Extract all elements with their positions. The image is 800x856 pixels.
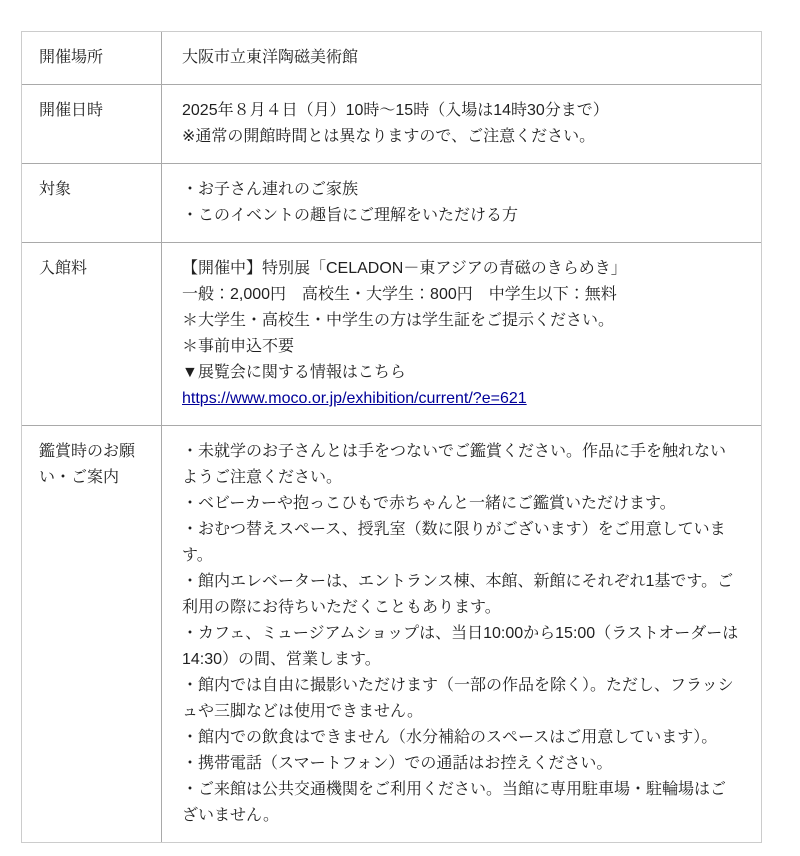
text-line: ＊大学生・高校生・中学生の方は学生証をご提示ください。: [182, 312, 615, 329]
row-content: [162, 426, 761, 842]
text-line: ・館内エレベーターは、エントランス棟、本館、新館にそれぞれ1基です。ご利用の際にお待ちいただくこともあります。: [182, 573, 734, 616]
row-content: [162, 32, 761, 84]
text-line: ▼展覧会に関する情報はこちら: [182, 364, 406, 381]
text-line: ・未就学のお子さんとは手をつないでご鑑賞ください。作品に手を触れないようご注意ください。: [182, 443, 727, 486]
row-label: 鑑賞時のお願い・ご案内: [22, 426, 162, 842]
link-line: [182, 386, 739, 412]
table-row: [22, 32, 761, 85]
text-line: 一般：2,000円 高校生・大学生：800円 中学生以下：無料: [182, 286, 617, 303]
table-row: [22, 164, 761, 243]
row-label: 対象: [22, 164, 162, 242]
text-line: ・このイベントの趣旨にご理解をいただける方: [182, 207, 519, 224]
row-label: 開催場所: [22, 32, 162, 84]
text-line: ・ベビーカーや抱っこひもで赤ちゃんと一緒にご鑑賞いただけます。: [182, 495, 676, 512]
row-content: [162, 243, 761, 425]
text-line: ・館内での飲食はできません（水分補給のスペースはご用意しています）。: [182, 729, 718, 746]
table-row: [22, 426, 761, 842]
text-line: 2025年８月４日（月）10時～15時（入場は14時30分まで）: [182, 102, 609, 119]
row-content: [162, 85, 761, 163]
event-info-table: [21, 31, 762, 843]
text-line: 【開催中】特別展「CELADON－東アジアの青磁のきらめき」: [182, 260, 627, 277]
table-row: [22, 85, 761, 164]
text-line: 大阪市立東洋陶磁美術館: [182, 49, 359, 66]
row-label: 入館料: [22, 243, 162, 425]
text-line: ・ご来館は公共交通機関をご利用ください。当館に専用駐車場・駐輪場はございません。: [182, 781, 727, 824]
row-content: [162, 164, 761, 242]
text-line: ・カフェ、ミュージアムショップは、当日10:00から15:00（ラストオーダーは14:30）の間、営業します。: [182, 625, 739, 668]
text-line: ※通常の開館時間とは異なりますので、ご注意ください。: [182, 128, 596, 145]
exhibition-info-link[interactable]: https://www.moco.or.jp/exhibition/current/?e=621: [182, 390, 527, 407]
text-line: ・おむつ替えスペース、授乳室（数に限りがございます）をご用意しています。: [182, 521, 726, 564]
table-row: [22, 243, 761, 426]
text-line: ・館内では自由に撮影いただけます（一部の作品を除く）。ただし、フラッシュや三脚などは使用できません。: [182, 677, 734, 720]
text-line: ・携帯電話（スマートフォン）での通話はお控えください。: [182, 755, 613, 772]
text-line: ・お子さん連れのご家族: [182, 181, 359, 198]
text-line: ＊事前申込不要: [182, 338, 295, 355]
row-label: 開催日時: [22, 85, 162, 163]
